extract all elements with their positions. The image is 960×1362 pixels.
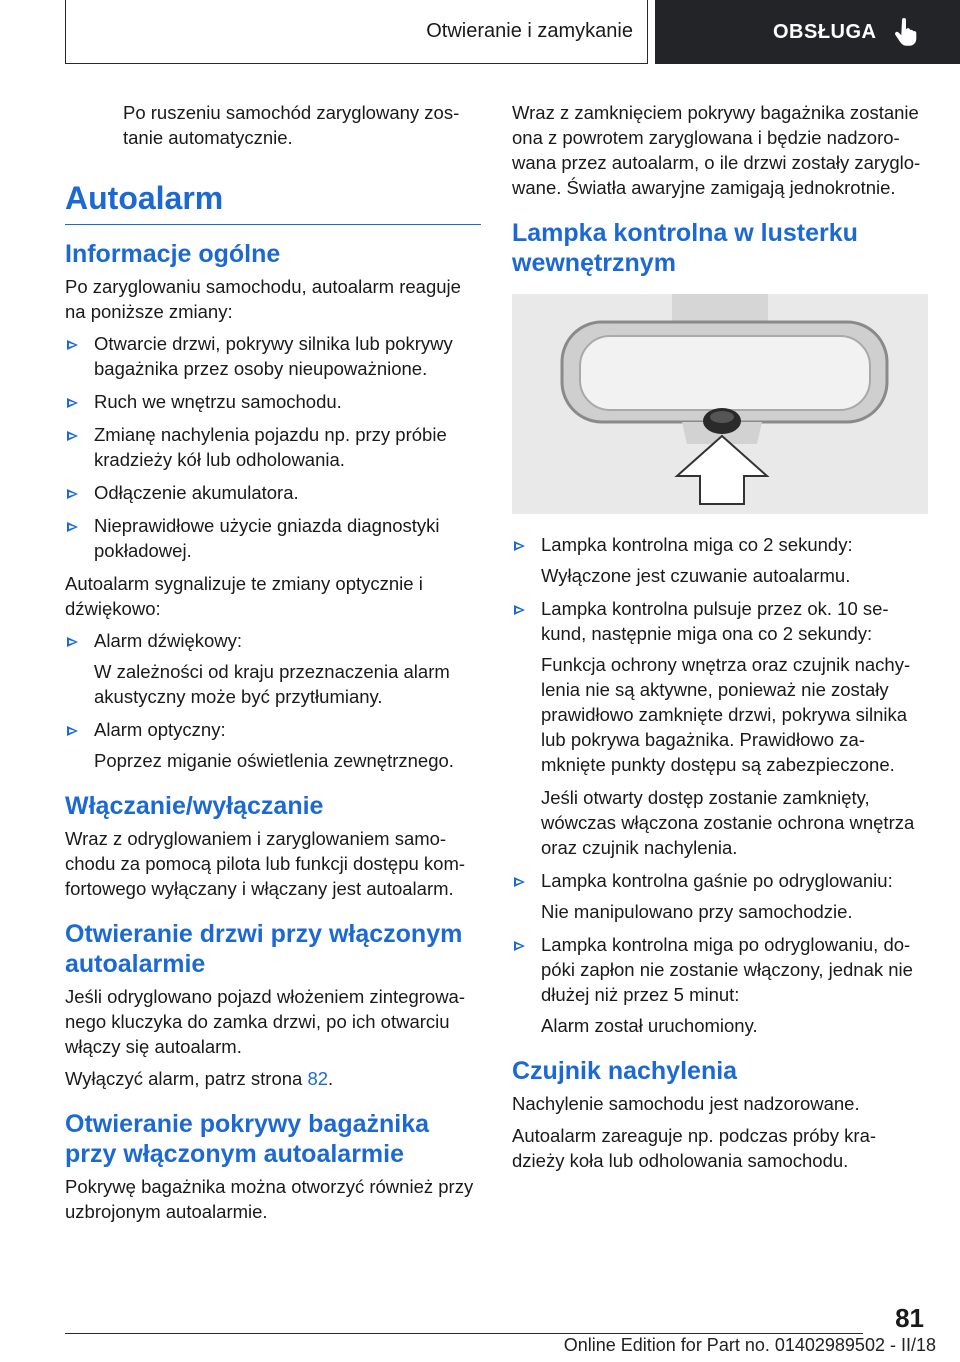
list-item: Odłączenie akumulatora. (65, 480, 481, 505)
trunk-text: Pokrywę bagażnika można otworzyć również przy uzbrojonym autoalarmie. (65, 1176, 474, 1222)
list-item: Ruch we wnętrzu samochodu. (65, 389, 481, 414)
on-off-text: Wraz z odryglowaniem i zaryglowaniem samo-chodu za pomocą pilota lub funkcji dostępu kom-fortowego wyłączany i włączany jest autoalarm. (65, 828, 466, 899)
triangle-bullet-icon (514, 877, 525, 887)
list-item: Nieprawidłowe użycie gniazda diagnostyki pokładowej. (65, 513, 481, 563)
left-column (65, 100, 481, 1231)
triangle-bullet-icon (514, 605, 525, 615)
edition-footer: Online Edition for Part no. 01402989502 - II/18 (563, 1335, 936, 1355)
triangle-bullet-icon (67, 637, 78, 647)
triangle-bullet-icon (67, 489, 78, 499)
alarm-list (65, 628, 481, 773)
triangle-bullet-icon (67, 522, 78, 532)
doors-text: Jeśli odryglowano pojazd włożeniem zintegrowa-nego kluczyka do zamka drzwi, po ich otwarciu włączy się autoalarm. (65, 986, 466, 1057)
footer-divider (65, 1333, 863, 1334)
mirror-illustration (512, 294, 928, 514)
list-item: Alarm optyczny: Poprzez miganie oświetlenia zewnętrznego. (65, 717, 481, 773)
intro-paragraph: Po ruszeniu samochód zaryglowany zos-tanie automatycznie. (123, 102, 460, 148)
list-item: Lampka kontrolna pulsuje przez ok. 10 se-kund, następnie miga ona co 2 sekundy: Funkcja ochrony wnętrza oraz czujnik nachy-lenia nie są aktywne, ponieważ nie zostały prawidłowo zamknięte drzwi, pokrywa silnika lub pokrywa bagażnika. Prawidłowo za-mknięte punkty dostępu są zabezpieczone. Jeśli otwarty dostęp zostanie zamknięty, wówczas włączona zostanie ochrona wnętrza oraz czujnik nachylenia. (512, 596, 928, 860)
general-text: Po zaryglowaniu samochodu, autoalarm reaguje na poniższe zmiany: (65, 276, 461, 322)
list-item-detail: W zależności od kraju przeznaczenia alarm akustyczny może być przytłumiany. (94, 661, 450, 707)
list-item-detail: Poprzez miganie oświetlenia zewnętrznego. (94, 750, 454, 771)
hand-pointer-icon (895, 18, 917, 46)
heading-mirror-lamp: Lampka kontrolna w lusterku wewnętrznym (512, 219, 858, 277)
list-item-detail: Jeśli otwarty dostęp zostanie zamknięty, wówczas włączona zostanie ochrona wnętrza oraz czujnik nachylenia. (541, 787, 915, 858)
heading-trunk-open: Otwieranie pokrywy bagażnika przy włączonym autoalarmie (65, 1110, 430, 1168)
triangle-bullet-icon (67, 431, 78, 441)
chapter-title: OBSŁUGA (773, 20, 877, 43)
triangle-bullet-icon (67, 340, 78, 350)
running-header-chapter (655, 0, 960, 64)
page-reference: Wyłączyć alarm, patrz strona 82. (65, 1068, 334, 1089)
list-item-detail: Funkcja ochrony wnętrza oraz czujnik nachy-lenia nie są aktywne, ponieważ nie zostały prawidłowo zamknięte drzwi, pokrywa silnika lub pokrywa bagażnika. Prawidłowo za-mknięte punkty dostępu są zabezpieczone. (541, 654, 911, 775)
triangle-bullet-icon (67, 726, 78, 736)
triangle-bullet-icon (514, 541, 525, 551)
change-list (65, 331, 481, 563)
list-item-detail: Alarm został uruchomiony. (541, 1015, 758, 1036)
list-item: Zmianę nachylenia pojazdu np. przy próbie kradzieży kół lub odholowania. (65, 422, 481, 472)
page-link[interactable]: 82 (307, 1068, 329, 1089)
heading-autoalarm: Autoalarm (65, 178, 481, 225)
right-column (512, 100, 928, 1180)
heading-doors-open: Otwieranie drzwi przy włączonym autoalarmie (65, 920, 463, 978)
triangle-bullet-icon (67, 398, 78, 408)
list-item: Lampka kontrolna gaśnie po odryglowaniu: Nie manipulowano przy samochodzie. (512, 868, 928, 924)
tilt-text-1: Nachylenie samochodu jest nadzorowane. (512, 1093, 860, 1114)
list-item-detail: Wyłączone jest czuwanie autoalarmu. (541, 565, 851, 586)
heading-tilt-sensor: Czujnik nachylenia (512, 1057, 738, 1085)
running-header-section (65, 0, 648, 64)
lamp-status-list (512, 532, 928, 1038)
list-item-detail: Nie manipulowano przy samochodzie. (541, 901, 853, 922)
list-item: Lampka kontrolna miga co 2 sekundy: Wyłączone jest czuwanie autoalarmu. (512, 532, 928, 588)
list-item: Otwarcie drzwi, pokrywy silnika lub pokrywy bagażnika przez osoby nieupoważnione. (65, 331, 481, 381)
triangle-bullet-icon (514, 941, 525, 951)
tilt-text-2: Autoalarm zareaguje np. podczas próby kra-dzieży koła lub odholowania samochodu. (512, 1125, 877, 1171)
list-item: Lampka kontrolna miga po odryglowaniu, do-póki zapłon nie zostanie włączony, jednak nie dłużej niż przez 5 minut: Alarm został uruchomiony. (512, 932, 928, 1038)
signal-text: Autoalarm sygnalizuje te zmiany optycznie i dźwiękowo: (65, 573, 423, 619)
list-item: Alarm dźwiękowy: W zależności od kraju przeznaczenia alarm akustyczny może być przytłumiany. (65, 628, 481, 709)
page-number: 81 (895, 1303, 924, 1333)
heading-general-info: Informacje ogólne (65, 240, 281, 268)
trunk-close-text: Wraz z zamknięciem pokrywy bagażnika zostanie ona z powrotem zaryglowana i będzie nadzoro-wana przez autoalarm, o ile drzwi zostały zaryglo-wane. Światła awaryjne zamigają jednokrotnie. (512, 102, 921, 198)
rearview-mirror-icon (512, 294, 928, 514)
heading-on-off: Włączanie/wyłączanie (65, 792, 324, 820)
section-title: Otwieranie i zamykanie (426, 20, 633, 42)
